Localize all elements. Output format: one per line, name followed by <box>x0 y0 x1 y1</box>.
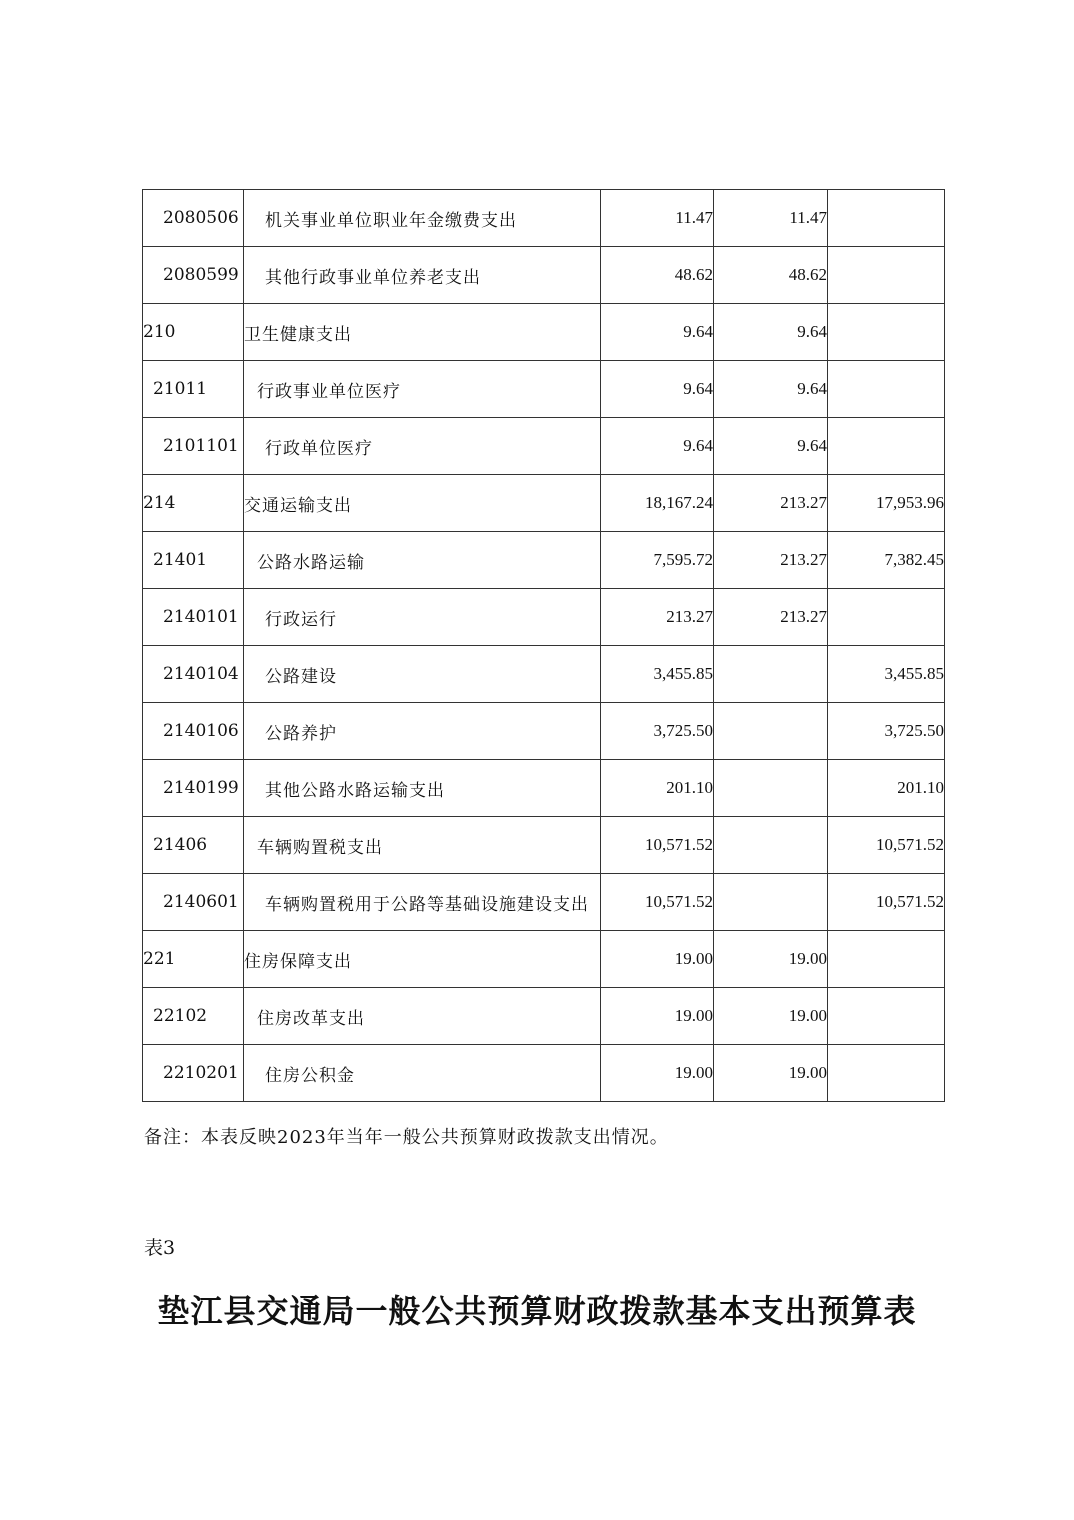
basic-cell: 19.00 <box>714 931 828 988</box>
code-cell: 221 <box>143 931 244 988</box>
table-row <box>143 703 945 760</box>
name-cell: 卫生健康支出 <box>244 304 601 361</box>
total-cell: 7,595.72 <box>601 532 714 589</box>
code-cell: 2140601 <box>143 874 244 931</box>
code-cell: 2080506 <box>143 190 244 247</box>
project-cell <box>828 361 945 418</box>
project-cell <box>828 190 945 247</box>
total-cell: 201.10 <box>601 760 714 817</box>
total-cell: 19.00 <box>601 1045 714 1102</box>
name-cell: 机关事业单位职业年金缴费支出 <box>244 190 601 247</box>
basic-cell: 213.27 <box>714 589 828 646</box>
name-cell: 交通运输支出 <box>244 475 601 532</box>
table-row <box>143 874 945 931</box>
project-cell <box>828 247 945 304</box>
project-cell <box>828 988 945 1045</box>
name-cell: 行政事业单位医疗 <box>244 361 601 418</box>
table-row <box>143 418 945 475</box>
basic-cell <box>714 817 828 874</box>
table-row <box>143 532 945 589</box>
name-cell: 公路养护 <box>244 703 601 760</box>
basic-cell: 213.27 <box>714 475 828 532</box>
project-cell <box>828 304 945 361</box>
basic-cell <box>714 760 828 817</box>
code-cell: 210 <box>143 304 244 361</box>
basic-cell: 213.27 <box>714 532 828 589</box>
total-cell: 213.27 <box>601 589 714 646</box>
project-cell: 7,382.45 <box>828 532 945 589</box>
table-row <box>143 589 945 646</box>
code-cell: 2140106 <box>143 703 244 760</box>
basic-cell: 48.62 <box>714 247 828 304</box>
name-cell: 公路建设 <box>244 646 601 703</box>
name-cell: 住房公积金 <box>244 1045 601 1102</box>
total-cell: 10,571.52 <box>601 817 714 874</box>
table-note: 备注：本表反映2023年当年一般公共预算财政拨款支出情况。 <box>144 1127 669 1148</box>
code-cell: 21011 <box>143 361 244 418</box>
table-row <box>143 646 945 703</box>
total-cell: 11.47 <box>601 190 714 247</box>
basic-cell: 19.00 <box>714 1045 828 1102</box>
code-cell: 2140199 <box>143 760 244 817</box>
name-cell: 其他行政事业单位养老支出 <box>244 247 601 304</box>
budget-table <box>142 189 945 1102</box>
total-cell: 19.00 <box>601 988 714 1045</box>
table-row <box>143 247 945 304</box>
basic-cell: 19.00 <box>714 988 828 1045</box>
code-cell: 2101101 <box>143 418 244 475</box>
project-cell: 3,725.50 <box>828 703 945 760</box>
code-cell: 214 <box>143 475 244 532</box>
code-cell: 2140104 <box>143 646 244 703</box>
project-cell <box>828 1045 945 1102</box>
basic-cell: 9.64 <box>714 418 828 475</box>
name-cell: 行政单位医疗 <box>244 418 601 475</box>
table-label: 表3 <box>144 1237 176 1259</box>
name-cell: 车辆购置税支出 <box>244 817 601 874</box>
table-row <box>143 1045 945 1102</box>
table-row <box>143 304 945 361</box>
code-cell: 2210201 <box>143 1045 244 1102</box>
table-row <box>143 190 945 247</box>
table-row <box>143 931 945 988</box>
code-cell: 21406 <box>143 817 244 874</box>
project-cell: 10,571.52 <box>828 874 945 931</box>
total-cell: 3,455.85 <box>601 646 714 703</box>
project-cell <box>828 418 945 475</box>
project-cell <box>828 589 945 646</box>
total-cell: 48.62 <box>601 247 714 304</box>
code-cell: 21401 <box>143 532 244 589</box>
name-cell: 行政运行 <box>244 589 601 646</box>
basic-cell: 9.64 <box>714 361 828 418</box>
page-title: 垫江县交通局一般公共预算财政拨款基本支出预算表 <box>157 1292 917 1330</box>
code-cell: 2140101 <box>143 589 244 646</box>
project-cell: 17,953.96 <box>828 475 945 532</box>
table-row <box>143 817 945 874</box>
code-cell: 2080599 <box>143 247 244 304</box>
total-cell: 9.64 <box>601 361 714 418</box>
budget-table-body <box>143 190 945 1102</box>
name-cell: 公路水路运输 <box>244 532 601 589</box>
total-cell: 19.00 <box>601 931 714 988</box>
total-cell: 9.64 <box>601 304 714 361</box>
name-cell: 住房改革支出 <box>244 988 601 1045</box>
basic-cell: 11.47 <box>714 190 828 247</box>
name-cell: 住房保障支出 <box>244 931 601 988</box>
total-cell: 18,167.24 <box>601 475 714 532</box>
project-cell: 10,571.52 <box>828 817 945 874</box>
total-cell: 10,571.52 <box>601 874 714 931</box>
project-cell: 3,455.85 <box>828 646 945 703</box>
total-cell: 9.64 <box>601 418 714 475</box>
basic-cell <box>714 703 828 760</box>
table-row <box>143 475 945 532</box>
project-cell <box>828 931 945 988</box>
name-cell: 车辆购置税用于公路等基础设施建设支出 <box>244 874 601 931</box>
basic-cell: 9.64 <box>714 304 828 361</box>
table-row <box>143 760 945 817</box>
table-row <box>143 361 945 418</box>
basic-cell <box>714 646 828 703</box>
project-cell: 201.10 <box>828 760 945 817</box>
name-cell: 其他公路水路运输支出 <box>244 760 601 817</box>
basic-cell <box>714 874 828 931</box>
table-row <box>143 988 945 1045</box>
total-cell: 3,725.50 <box>601 703 714 760</box>
code-cell: 22102 <box>143 988 244 1045</box>
